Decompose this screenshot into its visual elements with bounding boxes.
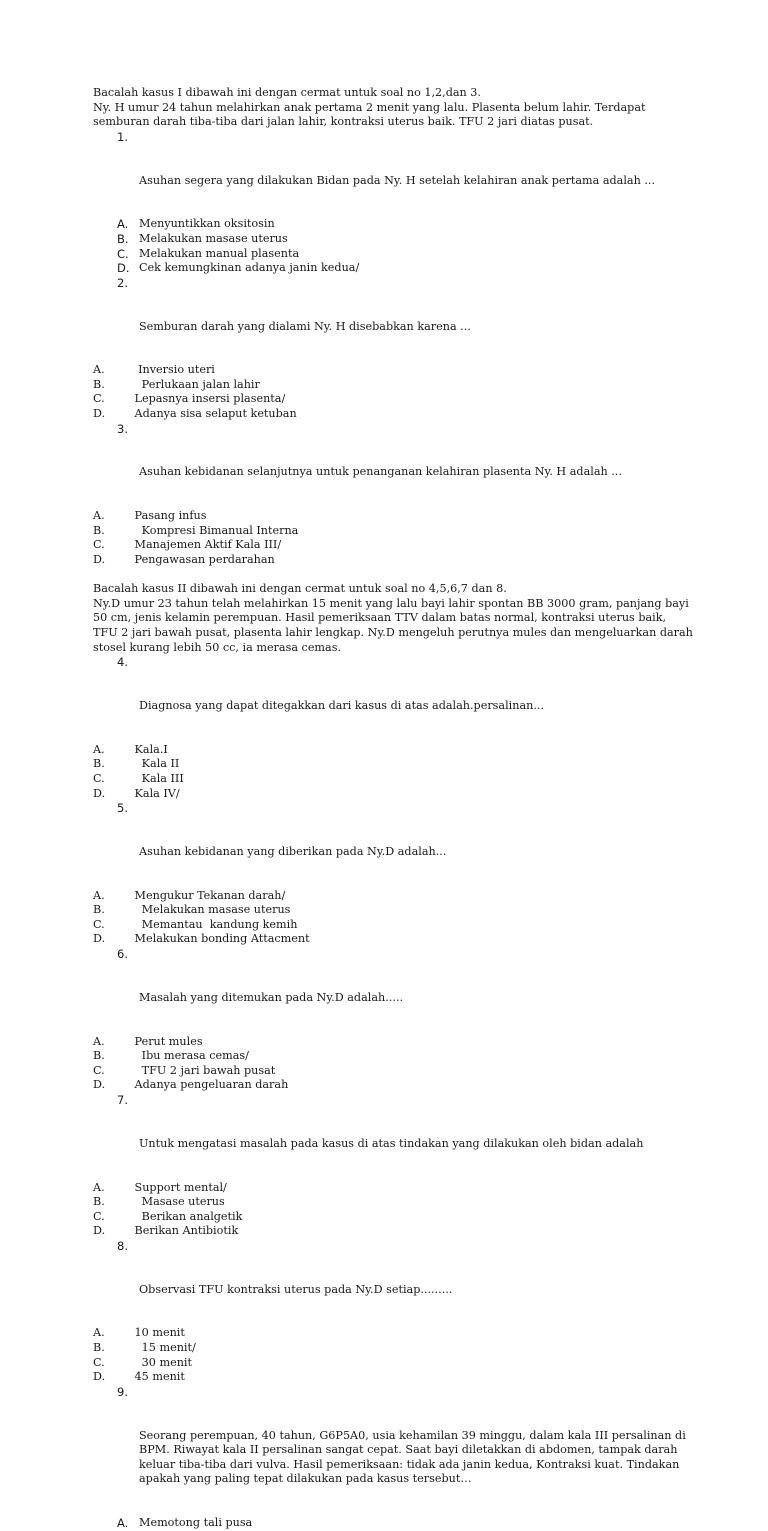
option-d: D. Adanya sisa selaput ketuban <box>93 407 297 421</box>
question-number: 3. <box>117 421 128 436</box>
question-1 <box>93 130 693 218</box>
question-7 <box>93 1093 693 1181</box>
option-c: C. 30 menit <box>93 1355 192 1369</box>
option-b: B. Perlukaan jalan lahir <box>93 377 260 391</box>
option-d: D. Adanya pengeluaran darah <box>93 1078 289 1092</box>
option-a: A. Memotong tali pusa <box>117 1516 253 1531</box>
option-d: D. Melakukan bonding Attacment <box>93 932 310 946</box>
document-page <box>93 86 697 1531</box>
case1-intro: Bacalah kasus I dibawah ini dengan cermat untuk soal no 1,2,dan 3. <box>93 86 481 99</box>
question-number: 9. <box>117 1384 128 1399</box>
option-b: B. Masase uterus <box>93 1195 225 1209</box>
option-d: D. Cek kemungkinan adanya janin kedua/ <box>117 261 360 276</box>
question-4 <box>93 655 693 743</box>
option-a: A. Mengukur Tekanan darah/ <box>93 888 286 902</box>
question-3 <box>93 422 693 510</box>
option-b: B. 15 menit/ <box>93 1341 196 1355</box>
question-number: 6. <box>117 947 128 962</box>
option-c: C. Kala III <box>93 771 184 785</box>
option-a: A. Perut mules <box>93 1034 203 1048</box>
question-5 <box>93 801 693 889</box>
question-text: Seorang perempuan, 40 tahun, G6P5A0, usia kehamilan 39 minggu, dalam kala III persalinan di BPM. Riwayat kala II persalinan sangat cepat. Saat bayi diletakkan di abdomen, tampak darah keluar tiba-tiba dari vulva. Hasil pemeriksaan: tidak ada janin kedua, Kontraksi kuat. Tindakan apakah yang paling tepat dilakukan pada kasus tersebut… <box>139 1428 690 1486</box>
question-text: Semburan darah yang dialami Ny. H disebabkan karena ... <box>139 319 471 333</box>
option-c: C. Manajemen Aktif Kala III/ <box>93 538 282 552</box>
question-text: Asuhan kebidanan yang diberikan pada Ny.D adalah... <box>139 844 447 858</box>
option-a: A. Support mental/ <box>93 1180 227 1194</box>
question-number: 4. <box>117 655 128 670</box>
question-text: Observasi TFU kontraksi uterus pada Ny.D setiap......... <box>139 1282 453 1296</box>
option-b: B. Kompresi Bimanual Interna <box>93 523 299 537</box>
option-a: A. 10 menit <box>93 1326 185 1340</box>
question-text: Asuhan kebidanan selanjutnya untuk penanganan kelahiran plasenta Ny. H adalah ... <box>139 465 622 479</box>
question-9 <box>93 1385 693 1516</box>
case1-scenario: Ny. H umur 24 tahun melahirkan anak pertama 2 menit yang lalu. Plasenta belum lahir. Terdapat semburan darah tiba-tiba dari jalan lahir, kontraksi uterus baik. TFU 2 jari diatas pusat. <box>93 100 650 129</box>
question-number: 2. <box>117 275 128 290</box>
option-a: A. Kala.I <box>93 742 168 756</box>
option-b: B. Melakukan masase uterus <box>93 903 291 917</box>
question-number: 8. <box>117 1238 128 1253</box>
option-c: C. TFU 2 jari bawah pusat <box>93 1063 276 1077</box>
option-d: D. Berikan Antibiotik <box>93 1224 239 1238</box>
question-text: Masalah yang ditemukan pada Ny.D adalah..... <box>139 990 403 1004</box>
option-b: B. Melakukan masase uterus <box>117 231 288 246</box>
option-a: A. Pasang infus <box>93 509 207 523</box>
case2-intro: Bacalah kasus II dibawah ini dengan cermat untuk soal no 4,5,6,7 dan 8. <box>93 582 507 596</box>
option-a: A. Inversio uteri <box>93 363 215 377</box>
question-number: 1. <box>117 129 128 144</box>
option-b: B. Kala II <box>93 757 180 771</box>
option-c: C. Berikan analgetik <box>93 1209 243 1223</box>
option-a: A. Menyuntikkan oksitosin <box>117 217 275 232</box>
question-text: Diagnosa yang dapat ditegakkan dari kasus di atas adalah.persalinan... <box>139 698 544 712</box>
option-d: D. 45 menit <box>93 1370 185 1384</box>
option-c: C. Memantau kandung kemih <box>93 917 298 931</box>
case2-scenario: Ny.D umur 23 tahun telah melahirkan 15 menit yang lalu bayi lahir spontan BB 3000 gram, panjang bayi 50 cm, jenis kelamin perempuan. Hasil pemeriksaan TTV dalam batas normal, kontraksi uterus baik, TFU 2 jari bawah pusat, plasenta lahir lengkap. Ny.D mengeluh perutnya mules dan mengeluarkan darah stosel kurang lebih 50 cc, ia merasa cemas. <box>93 596 697 654</box>
option-b: B. Ibu merasa cemas/ <box>93 1049 249 1063</box>
option-c: C. Lepasnya insersi plasenta/ <box>93 392 286 406</box>
question-6 <box>93 947 693 1035</box>
question-text: Untuk mengatasi masalah pada kasus di atas tindakan yang dilakukan oleh bidan adalah <box>139 1136 644 1150</box>
question-number: 5. <box>117 801 128 816</box>
question-number: 7. <box>117 1092 128 1107</box>
option-d: D. Kala IV/ <box>93 786 180 800</box>
option-d: D. Pengawasan perdarahan <box>93 553 275 566</box>
option-c: C. Melakukan manual plasenta <box>117 246 300 261</box>
question-2 <box>93 276 693 364</box>
question-text: Asuhan segera yang dilakukan Bidan pada Ny. H setelah kelahiran anak pertama adalah ... <box>139 173 656 187</box>
question-8 <box>93 1239 693 1327</box>
